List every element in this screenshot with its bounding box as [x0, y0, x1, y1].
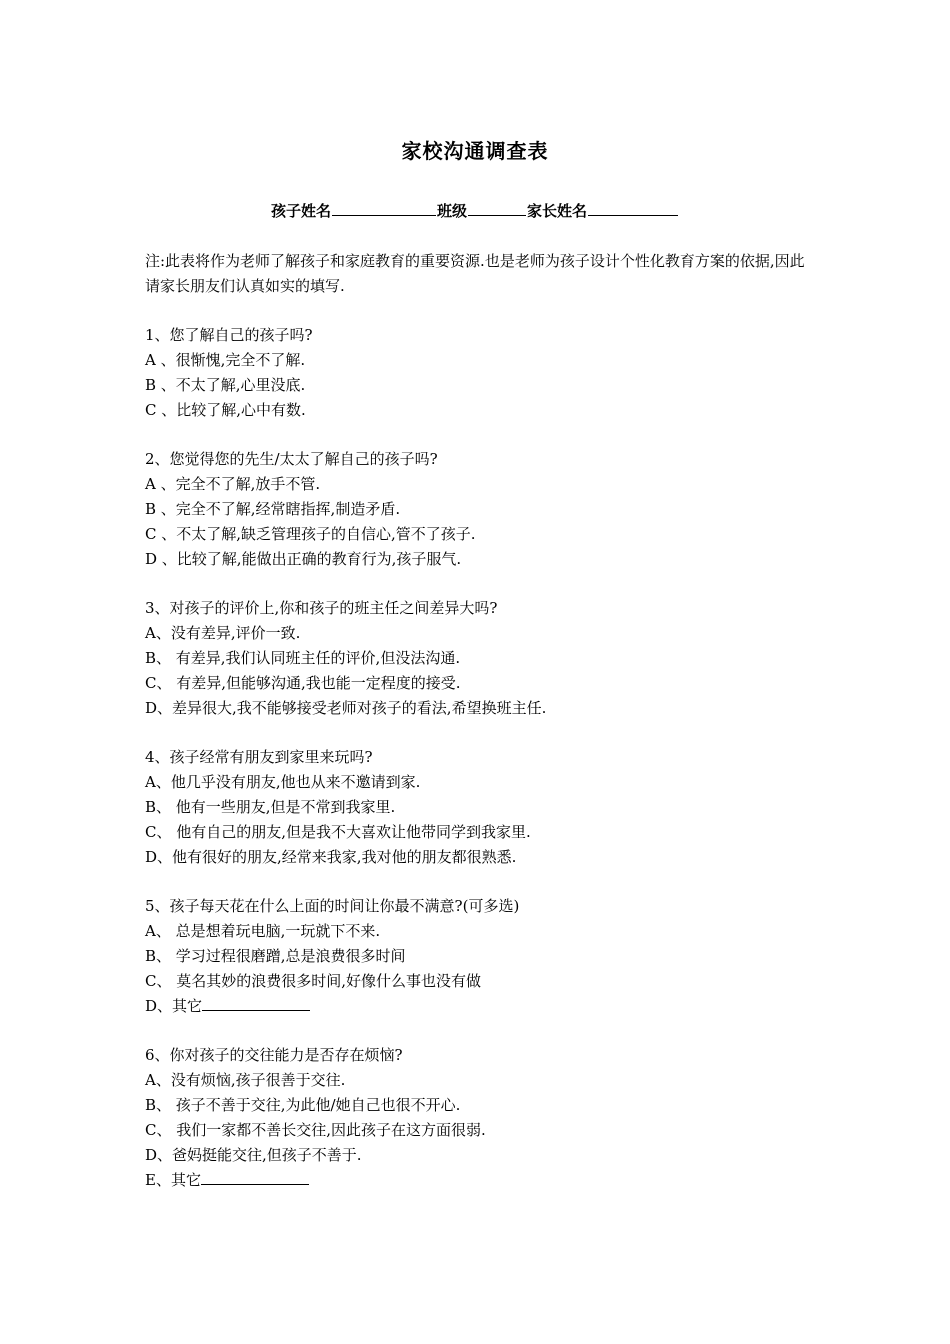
question-5 — [145, 894, 835, 1019]
option-a: A、没有差异,评价一致. — [145, 624, 301, 642]
parent-name-label: 家长姓名 — [527, 202, 588, 220]
other-answer-blank[interactable] — [202, 994, 310, 1011]
question-text: 4、孩子经常有朋友到家里来玩吗? — [145, 748, 373, 766]
option-a: A 、很惭愧,完全不了解. — [145, 351, 306, 369]
option-a: A、 总是想着玩电脑,一玩就下不来. — [145, 922, 381, 940]
option-d: D、差异很大,我不能够接受老师对孩子的看法,希望换班主任. — [145, 699, 547, 717]
question-3 — [145, 596, 835, 721]
question-list — [145, 323, 835, 1217]
parent-name-blank[interactable] — [588, 201, 678, 216]
option-c: C、 莫名其妙的浪费很多时间,好像什么事也没有做 — [145, 972, 482, 990]
option-a: A 、完全不了解,放手不管. — [145, 475, 321, 493]
class-blank[interactable] — [468, 201, 526, 216]
option-b: B、 他有一些朋友,但是不常到我家里. — [145, 798, 396, 816]
question-4 — [145, 745, 835, 870]
option-b: B、 有差异,我们认同班主任的评价,但没法沟通. — [145, 649, 461, 667]
question-text: 3、对孩子的评价上,你和孩子的班主任之间差异大吗? — [145, 599, 498, 617]
option-d-other — [145, 994, 835, 1019]
option-c: C、 他有自己的朋友,但是我不大喜欢让他带同学到我家里. — [145, 823, 531, 841]
option-c: C、 有差异,但能够沟通,我也能一定程度的接受. — [145, 674, 461, 692]
option-c: C、 我们一家都不善长交往,因此孩子在这方面很弱. — [145, 1121, 486, 1139]
option-b: B 、完全不了解,经常瞎指挥,制造矛盾. — [145, 500, 401, 518]
option-c: C 、不太了解,缺乏管理孩子的自信心,管不了孩子. — [145, 525, 476, 543]
question-text: 1、您了解自己的孩子吗? — [145, 326, 313, 344]
instruction-note: 注:此表将作为老师了解孩子和家庭教育的重要资源.也是老师为孩子设计个性化教育方案的依据,因此请家长朋友们认真如实的填写. — [145, 252, 805, 295]
option-d: D、爸妈挺能交往,但孩子不善于. — [145, 1146, 362, 1164]
option-d: D、他有很好的朋友,经常来我家,我对他的朋友都很熟悉. — [145, 848, 517, 866]
info-fields-line — [0, 199, 950, 223]
question-2 — [145, 447, 835, 572]
question-1 — [145, 323, 835, 423]
option-e-label: E、其它 — [145, 1171, 201, 1189]
option-a: A、没有烦恼,孩子很善于交往. — [145, 1071, 346, 1089]
option-b: B、 孩子不善于交往,为此他/她自己也很不开心. — [145, 1096, 461, 1114]
question-text: 6、你对孩子的交往能力是否存在烦恼? — [145, 1046, 403, 1064]
document-title: 家校沟通调查表 — [401, 139, 549, 163]
question-text: 2、您觉得您的先生/太太了解自己的孩子吗? — [145, 450, 438, 468]
child-name-blank[interactable] — [332, 201, 436, 216]
option-c: C 、比较了解,心中有数. — [145, 401, 306, 419]
option-d: D 、比较了解,能做出正确的教育行为,孩子服气. — [145, 550, 462, 568]
option-a: A、他几乎没有朋友,他也从来不邀请到家. — [145, 773, 421, 791]
other-answer-blank[interactable] — [201, 1168, 309, 1185]
question-6 — [145, 1043, 835, 1193]
option-d-label: D、其它 — [145, 997, 203, 1015]
class-label: 班级 — [436, 202, 467, 220]
child-name-label: 孩子姓名 — [270, 202, 331, 220]
option-e-other — [145, 1168, 835, 1193]
question-text: 5、孩子每天花在什么上面的时间让你最不满意?(可多选) — [145, 897, 520, 915]
option-b: B、 学习过程很磨蹭,总是浪费很多时间 — [145, 947, 406, 965]
option-b: B 、不太了解,心里没底. — [145, 376, 306, 394]
